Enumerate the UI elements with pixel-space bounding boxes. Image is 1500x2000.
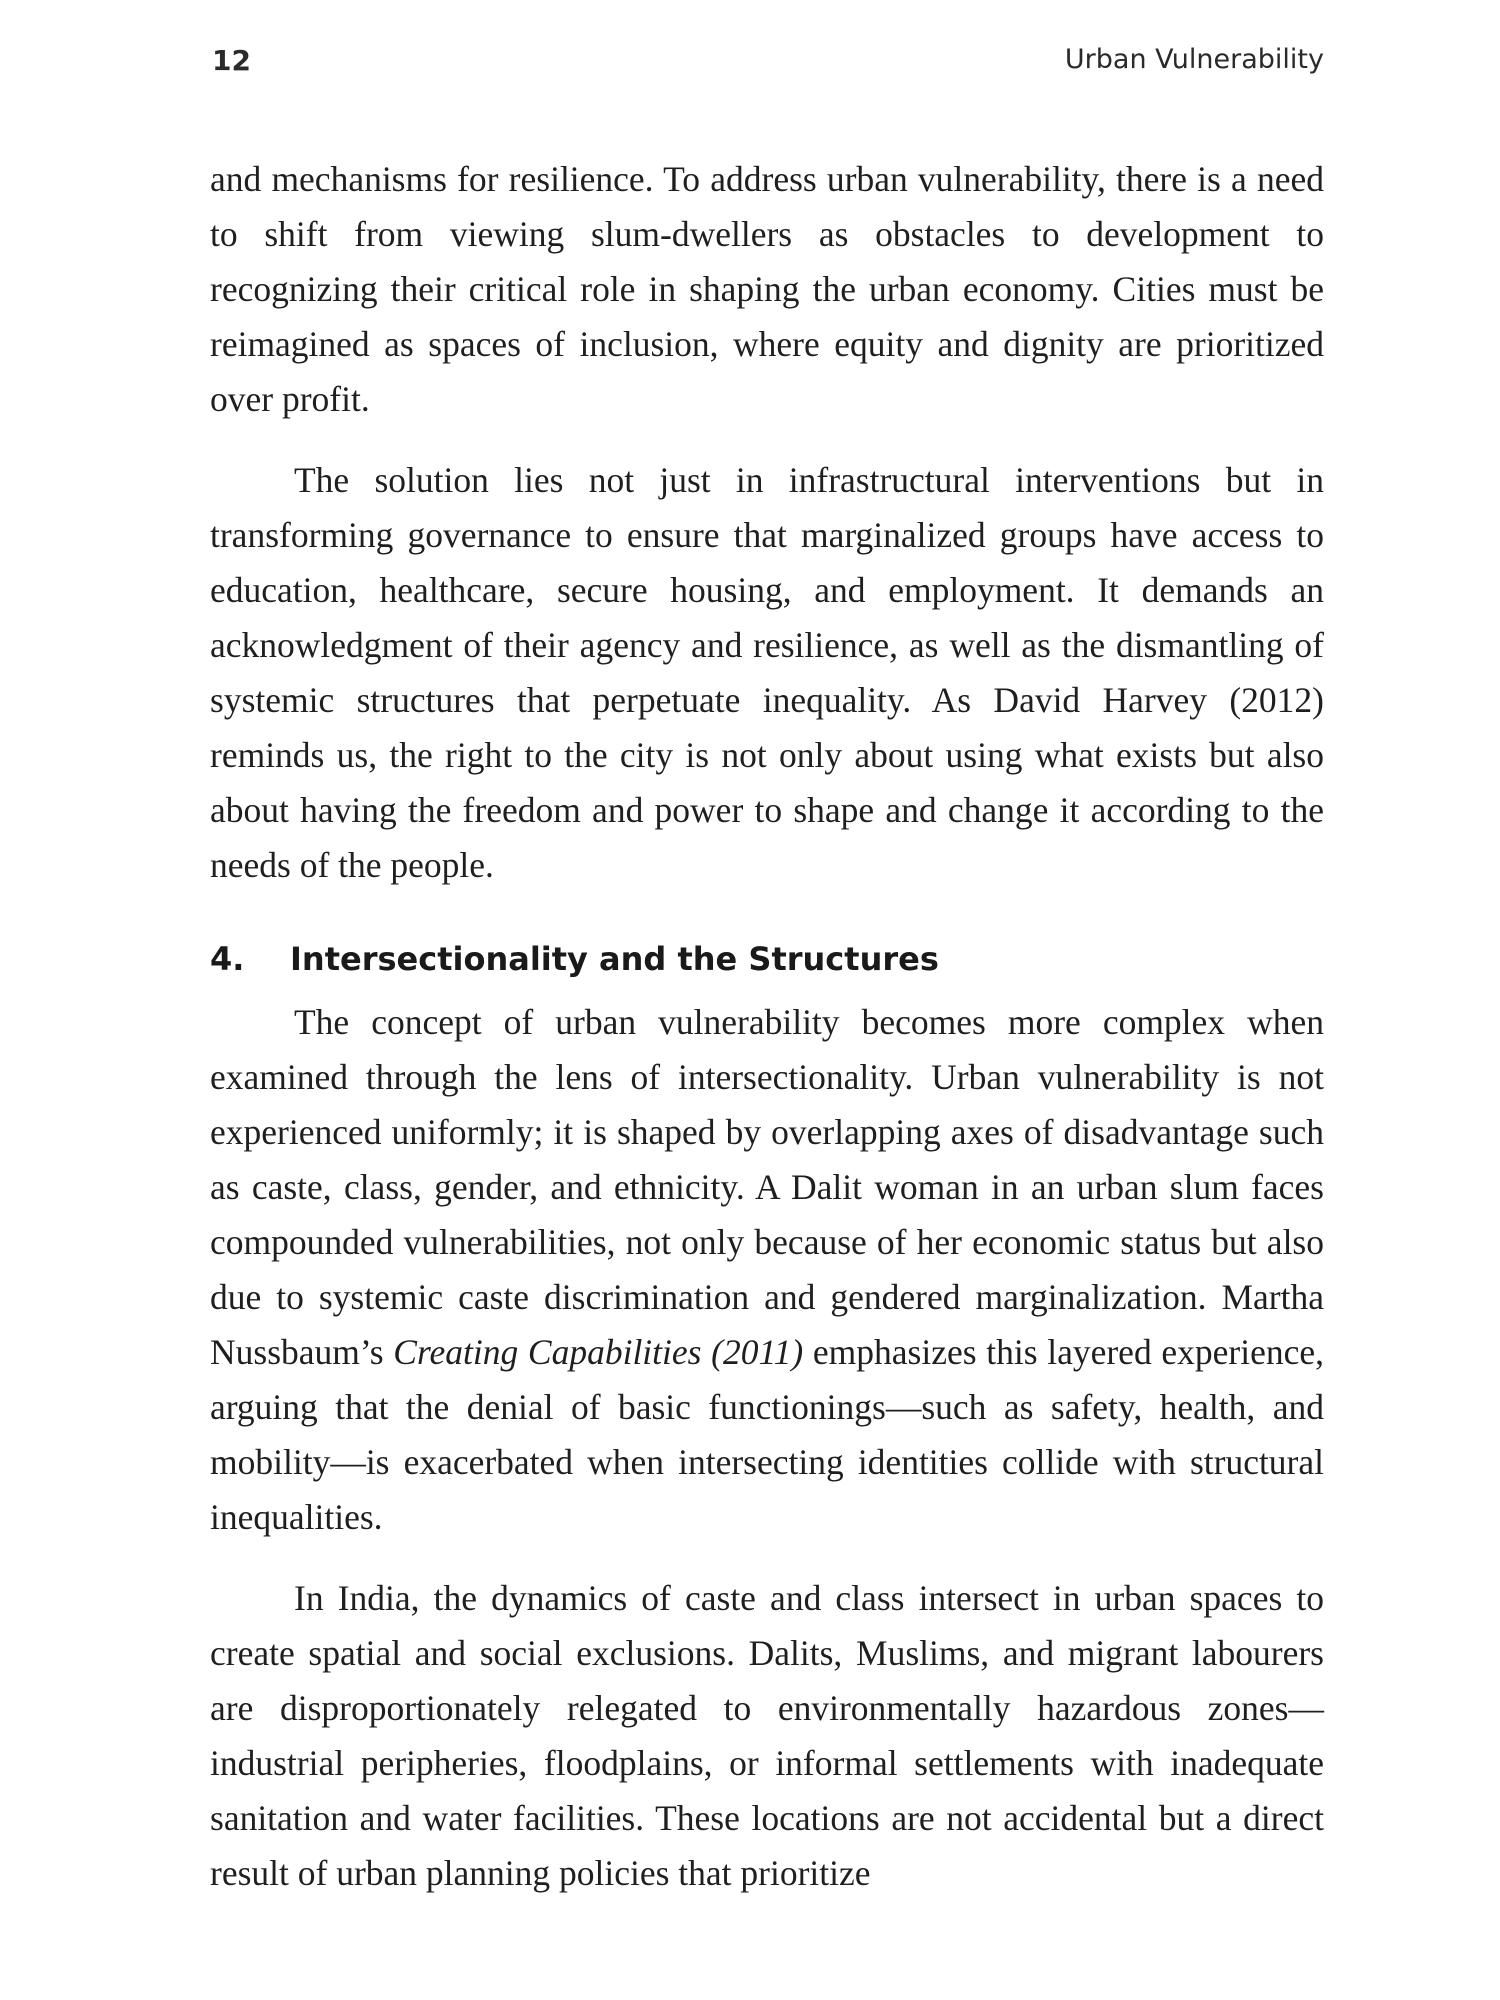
page-number: 12 [212, 44, 251, 77]
paragraph-continuation: and mechanisms for resilience. To address urban vulnerability, there is a need to shift from viewing slum-dwellers as obstacles to development to recognizing their critical role in shaping the urban economy. Cities must be reimagined as spaces of inclusion, where equity and dignity are prioritized over profit. [210, 159, 1324, 419]
section-heading [210, 937, 1324, 981]
paragraph-intersectionality [210, 995, 1324, 1545]
book-title-italic: Creating Capabilities (2011) [393, 1332, 804, 1372]
section-title: Intersectionality and the Structures [290, 940, 939, 978]
paragraph-intersectionality-text-a: The concept of urban vulnerability becomes more complex when examined through the lens of intersectionality. Urban vulnerability is not experienced uniformly; it is shaped by overlapping axes of disadvantage such as caste, class, gender, and ethnicity. A Dalit woman in an urban slum faces compounded vulnerabilities, not only because of her economic status but also due to systemic caste discrimination and gendered marginalization. Martha Nussbaum’s [210, 1002, 1324, 1372]
paragraph-intersectionality-text-b: emphasizes this layered experience, arguing that the denial of basic functionings—such as safety, health, and mobility—is exacerbated when intersecting identities collide with structural inequalities. [210, 1332, 1324, 1537]
body-text [210, 152, 1324, 1901]
running-header [212, 44, 1324, 84]
paragraph-india: In India, the dynamics of caste and class intersect in urban spaces to create spatial and social exclusions. Dalits, Muslims, and migrant labourers are disproportionately relegated to environmentally hazardous zones—industrial peripheries, floodplains, or informal settlements with inadequate sanitation and water facilities. These locations are not accidental but a direct result of urban planning policies that prioritize [210, 1578, 1324, 1893]
section-number: 4. [210, 940, 245, 978]
paragraph-solution: The solution lies not just in infrastructural interventions but in transforming governance to ensure that marginalized groups have access to education, healthcare, secure housing, and employment. It demands an acknowledgment of their agency and resilience, as well as the dismantling of systemic structures that perpetuate inequality. As David Harvey (2012) reminds us, the right to the city is not only about using what exists but also about having the freedom and power to shape and change it according to the needs of the people. [210, 460, 1324, 885]
running-title: Urban Vulnerability [1064, 44, 1324, 75]
